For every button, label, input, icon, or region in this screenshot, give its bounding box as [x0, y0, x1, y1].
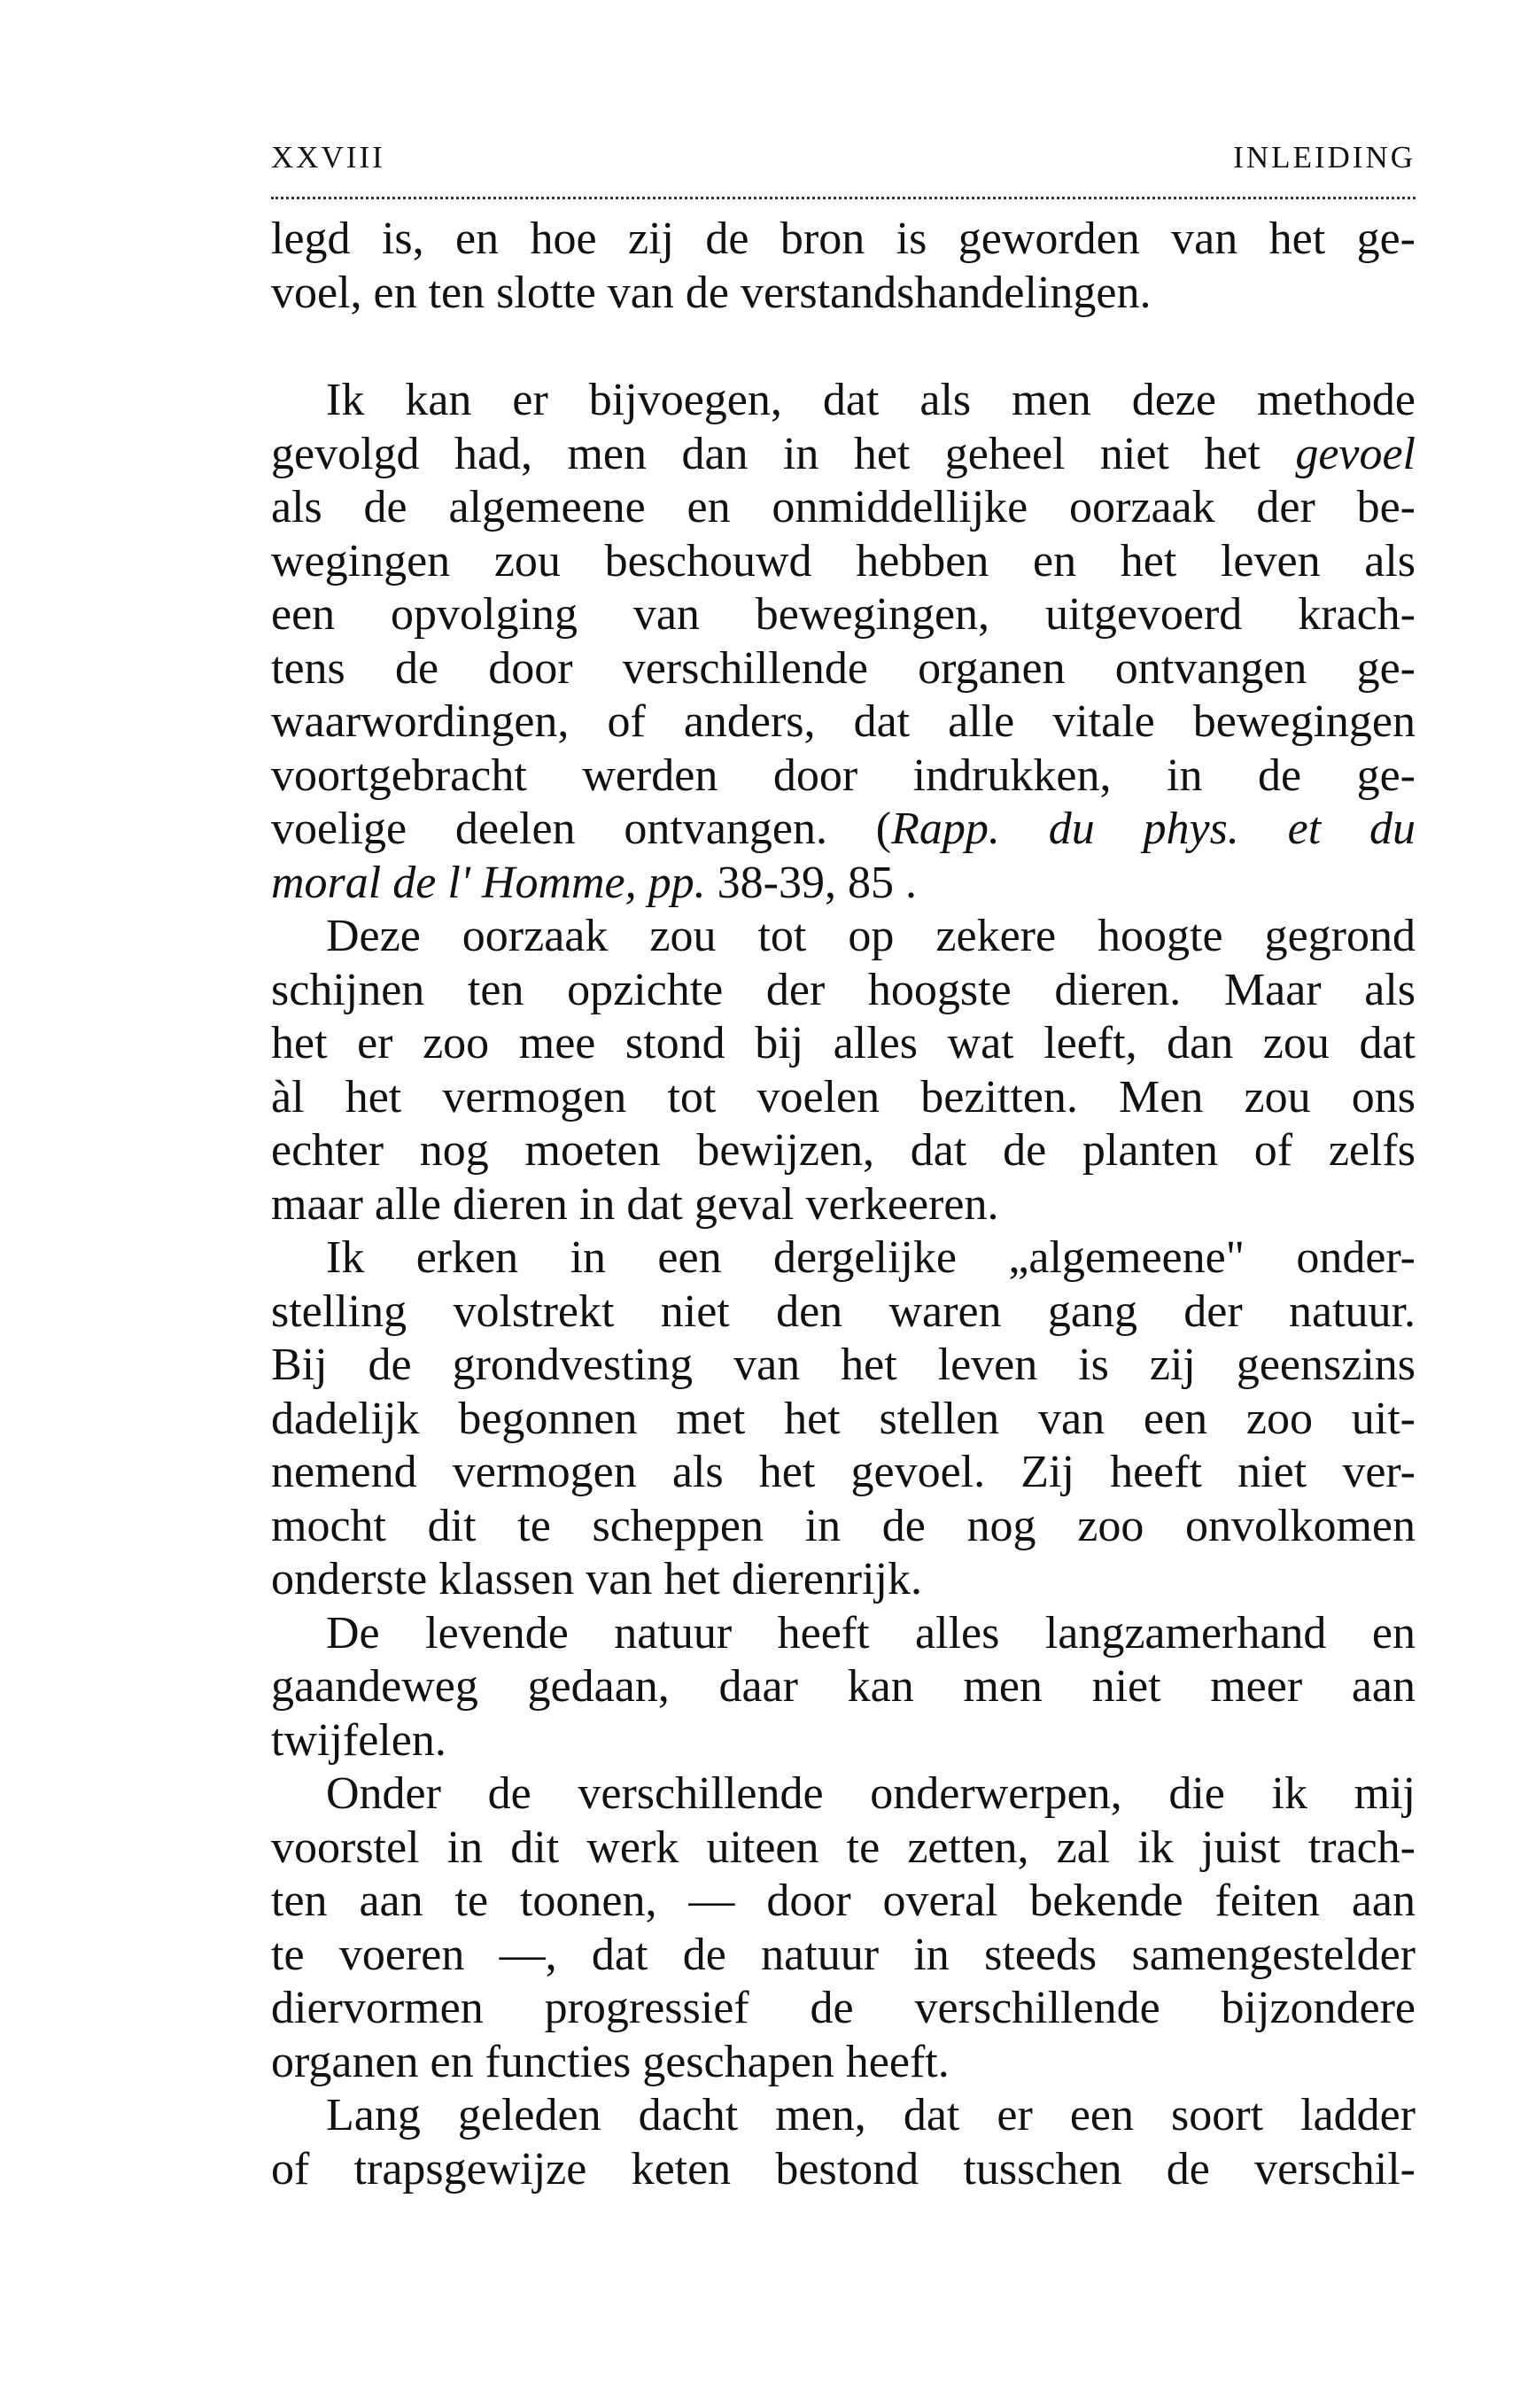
body-text: [271, 213, 1416, 2196]
text-line: dadelijk begonnen met het stellen van een zoo uit-: [271, 1393, 1416, 1444]
text-line: twijfelen.: [271, 1714, 446, 1766]
text-line: àl het vermogen tot voelen bezitten. Men zou ons: [271, 1071, 1416, 1122]
text-line: het er zoo mee stond bij alles wat leeft, dan zou dat: [271, 1018, 1416, 1068]
text-line: Deze oorzaak zou tot op zekere hoogte gegrond: [326, 911, 1416, 961]
text-line: voortgebracht werden door indrukken, in de ge-: [271, 750, 1416, 801]
text-line: een opvolging van bewegingen, uitgevoerd krach-: [271, 589, 1416, 640]
text-segment: gevolgd had, men dan in het geheel niet het: [271, 428, 1261, 479]
header-dotted-rule: [271, 197, 1416, 199]
text-line: voorstel in dit werk uiteen te zetten, zal ik juist trach-: [271, 1822, 1416, 1873]
text-line: echter nog moeten bewijzen, dat de planten of zelfs: [271, 1125, 1416, 1176]
text-line: Ik kan er bijvoegen, dat als men deze methode: [326, 375, 1416, 425]
text-line: [271, 803, 1416, 857]
italic-citation: Rapp. du phys. et du: [891, 804, 1416, 854]
text-line: waarwordingen, of anders, dat alle vitale bewegingen: [271, 696, 1416, 747]
page-number: XXVIII: [271, 140, 385, 175]
text-line: wegingen zou beschouwd hebben en het leven als: [271, 535, 1416, 586]
text-line: voel, en ten slotte van de verstandshandelingen.: [271, 267, 1152, 318]
italic-citation: moral de l' Homme, pp.: [271, 857, 706, 908]
text-line: Ik erken in een dergelijke „algemeene" onder-: [326, 1232, 1416, 1283]
text-line: ten aan te toonen, — door overal bekende feiten aan: [271, 1876, 1416, 1926]
text-segment: voelige deelen ontvangen. (: [271, 804, 892, 854]
text-line: stelling volstrekt niet den waren gang der natuur.: [271, 1286, 1416, 1337]
text-line: of trapsgewijze keten bestond tusschen de verschil-: [271, 2143, 1416, 2194]
text-line: schijnen ten opzichte der hoogste dieren. Maar als: [271, 964, 1416, 1015]
section-title: INLEIDING: [1233, 140, 1416, 175]
text-line: gaandeweg gedaan, daar kan men niet meer aan: [271, 1661, 1416, 1712]
text-segment: 38-39, 85 .: [717, 857, 917, 908]
text-line: Bij de grondvesting van het leven is zij geenszins: [271, 1340, 1416, 1390]
text-line: te voeren —, dat de natuur in steeds samengestelder: [271, 1929, 1416, 1980]
text-line: organen en functies geschapen heeft.: [271, 2036, 950, 2087]
text-line: nemend vermogen als het gevoel. Zij heeft niet ver-: [271, 1447, 1416, 1497]
paragraph-gap: [271, 320, 1416, 374]
text-line: De levende natuur heeft alles langzamerhand en: [326, 1607, 1416, 1658]
text-line: onderste klassen van het dierenrijk.: [271, 1554, 922, 1604]
text-line: [271, 428, 1416, 482]
text-line: Onder de verschillende onderwerpen, die ik mij: [326, 1768, 1416, 1819]
text-line: diervormen progressief de verschillende bijzondere: [271, 1983, 1416, 2033]
text-line: legd is, en hoe zij de bron is geworden van het ge-: [271, 214, 1416, 264]
text-line: als de algemeene en onmiddellijke oorzaak der be-: [271, 482, 1416, 532]
text-line: tens de door verschillende organen ontvangen ge-: [271, 642, 1416, 694]
italic-term: gevoel: [1295, 428, 1416, 479]
running-head: [271, 140, 1416, 186]
text-line: [271, 857, 1416, 911]
text-line: mocht dit te scheppen in de nog zoo onvolkomen: [271, 1500, 1416, 1551]
text-line: maar alle dieren in dat geval verkeeren.: [271, 1178, 999, 1230]
text-line: Lang geleden dacht men, dat er een soort ladder: [326, 2090, 1416, 2140]
